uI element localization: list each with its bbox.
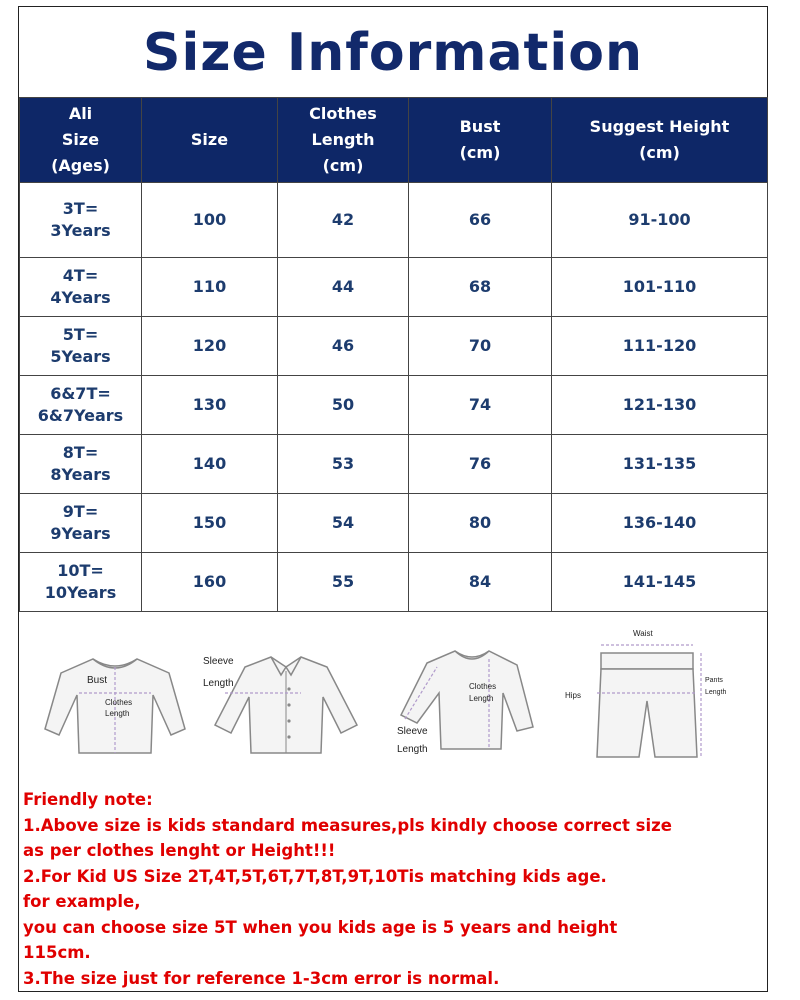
cell-size: 140 — [142, 435, 278, 494]
cell-age: 4T= 4Years — [20, 258, 142, 317]
table-row — [20, 317, 768, 376]
bust-label: Bust — [87, 675, 108, 686]
header-bust: Bust (cm) — [409, 98, 552, 183]
cell-size: 130 — [142, 376, 278, 435]
size-table — [19, 97, 768, 612]
cell-length: 44 — [278, 258, 409, 317]
cell-size: 100 — [142, 183, 278, 258]
cell-height: 111-120 — [552, 317, 768, 376]
raglan-diagram — [377, 631, 557, 771]
pants-diagram — [559, 631, 739, 776]
cell-bust: 84 — [409, 553, 552, 612]
note-line: 115cm. — [23, 943, 91, 962]
cell-bust: 70 — [409, 317, 552, 376]
cell-length: 42 — [278, 183, 409, 258]
cell-age: 10T= 10Years — [20, 553, 142, 612]
cell-height: 136-140 — [552, 494, 768, 553]
pants-length-label: Pants Length — [705, 677, 727, 696]
size-chart — [18, 6, 768, 992]
sweater-clothes-length-label: Clothes Length — [105, 698, 133, 718]
cell-age: 9T= 9Years — [20, 494, 142, 553]
note-line: 1.Above size is kids standard measures,pls kindly choose correct size — [23, 815, 672, 835]
cell-bust: 76 — [409, 435, 552, 494]
table-row — [20, 258, 768, 317]
header-clothes-length: Clothes Length (cm) — [278, 98, 409, 183]
raglan-clothes-length-label: Clothes Length — [469, 682, 497, 703]
cell-height: 121-130 — [552, 376, 768, 435]
cell-age: 8T= 8Years — [20, 435, 142, 494]
cell-bust: 80 — [409, 494, 552, 553]
cell-height: 101-110 — [552, 258, 768, 317]
cell-length: 55 — [278, 553, 409, 612]
shirt-diagram — [201, 631, 371, 771]
sweater-diagram — [35, 631, 195, 771]
table-row — [20, 435, 768, 494]
note-line: as per clothes lenght or Height!!! — [23, 841, 336, 860]
note-line: for example, — [23, 892, 141, 911]
cell-age: 5T= 5Years — [20, 317, 142, 376]
note-line: 2.For Kid US Size 2T,4T,5T,6T,7T,8T,9T,10Tis matching kids age. — [23, 866, 607, 886]
friendly-note — [23, 787, 763, 991]
cell-height: 131-135 — [552, 435, 768, 494]
waist-label: Waist — [633, 629, 653, 638]
table-header-row — [20, 98, 768, 183]
cell-age: 3T= 3Years — [20, 183, 142, 258]
cell-height: 141-145 — [552, 553, 768, 612]
cell-height: 91-100 — [552, 183, 768, 258]
cell-length: 50 — [278, 376, 409, 435]
note-line: 3.The size just for reference 1-3cm error is normal. — [23, 968, 500, 988]
note-line: you can choose size 5T when you kids age is 5 years and height — [23, 917, 618, 937]
raglan-sleeve-length-label: Sleeve Length — [397, 726, 428, 755]
cell-size: 120 — [142, 317, 278, 376]
page-title: Size Information — [143, 23, 643, 83]
cell-bust: 68 — [409, 258, 552, 317]
shirt-sleeve-length-label: Sleeve Length — [203, 656, 234, 689]
cell-size: 160 — [142, 553, 278, 612]
table-row — [20, 183, 768, 258]
cell-length: 46 — [278, 317, 409, 376]
header-suggest-height: Suggest Height (cm) — [552, 98, 768, 183]
pants-icon — [559, 631, 739, 776]
cell-age: 6&7T= 6&7Years — [20, 376, 142, 435]
table-row — [20, 553, 768, 612]
cell-length: 54 — [278, 494, 409, 553]
hips-label: Hips — [565, 691, 582, 700]
measurement-diagrams — [19, 621, 767, 789]
header-ali-size: Ali Size (Ages) — [20, 98, 142, 183]
table-row — [20, 376, 768, 435]
cell-size: 150 — [142, 494, 278, 553]
cell-bust: 66 — [409, 183, 552, 258]
cell-length: 53 — [278, 435, 409, 494]
cell-bust: 74 — [409, 376, 552, 435]
table-row — [20, 494, 768, 553]
cell-size: 110 — [142, 258, 278, 317]
header-size: Size — [142, 98, 278, 183]
note-heading: Friendly note: — [23, 790, 153, 809]
